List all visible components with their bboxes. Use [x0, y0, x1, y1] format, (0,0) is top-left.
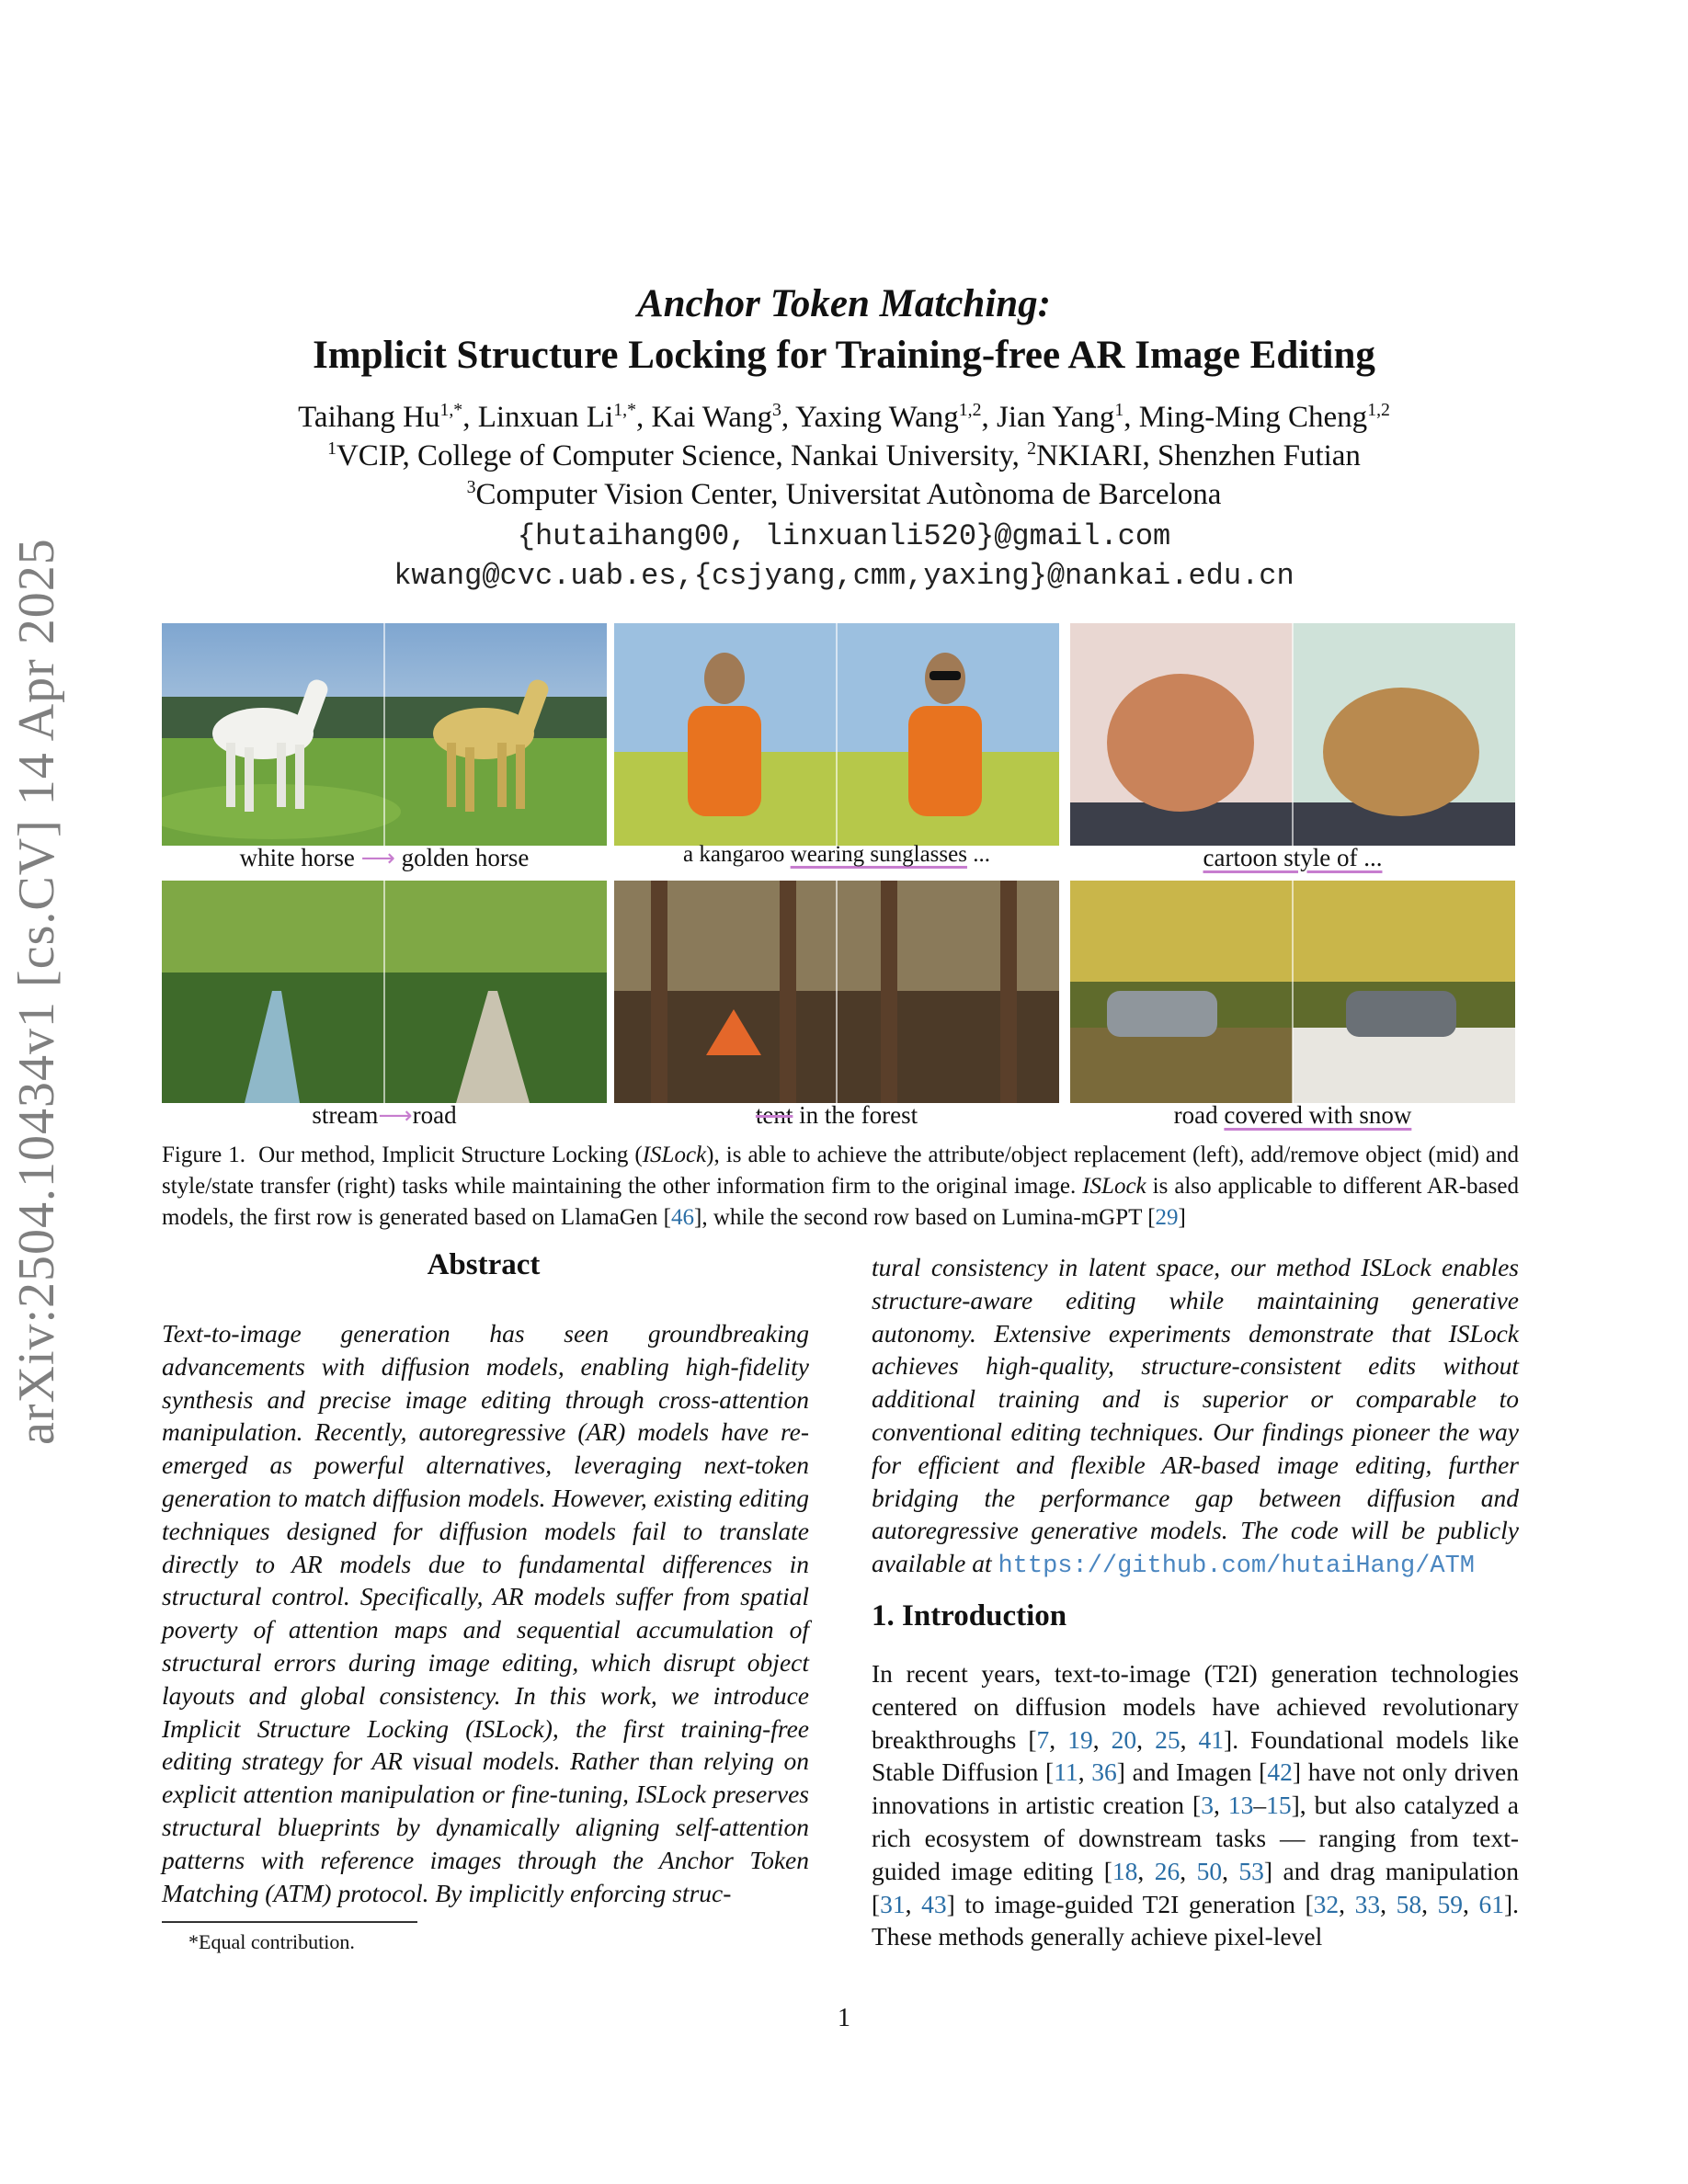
citation-link[interactable]: 58: [1396, 1889, 1422, 1918]
citation-link[interactable]: 31: [880, 1889, 906, 1918]
citation-link[interactable]: 61: [1478, 1889, 1504, 1918]
citation-link[interactable]: 11: [1054, 1757, 1078, 1787]
code-link[interactable]: https://github.com/hutaiHang/ATM: [998, 1553, 1475, 1581]
citation-link[interactable]: 19: [1067, 1724, 1093, 1754]
author-list: Taihang $Hu^{1,*}$, Linxuan $Li^{1,*}$, Kai Wang$^3$, Yaxing Wang$^{1,2}$, Jian Yang$^1$, Ming-Ming Cheng$^{1,2}$: [298, 400, 1390, 434]
citation-link[interactable]: 25: [1155, 1724, 1180, 1754]
car-original: [1107, 991, 1217, 1037]
citation-link[interactable]: 41: [1198, 1724, 1225, 1754]
caption-cat: cartoon style of ...: [1203, 844, 1383, 871]
footnote-rule: [162, 1921, 417, 1923]
cat-cartoon: [1323, 688, 1479, 816]
citation-link[interactable]: 13: [1227, 1791, 1254, 1820]
figure-caption: Figure 1. Our method, Implicit Structure Locking (ISLock), is able to achieve the attribute/object replacement (left), add/remove object (mid) and style/state transfer (right) tasks while maintaining the other information firm to the original image. ISLock is also applicable to different AR-based models, the first row is generated based on LlamaGen [46], while the second row based on Lumina-mGPT [29]: [162, 1143, 1520, 1230]
citation-link[interactable]: 3: [1201, 1791, 1214, 1820]
car-snow: [1346, 991, 1456, 1037]
caption-horse: white horse ⟶ golden horse: [239, 844, 530, 872]
citation-link[interactable]: 7: [1036, 1724, 1050, 1754]
paper-title-line2: Implicit Structure Locking for Training-free AR Image Editing: [313, 334, 1375, 377]
citation-link[interactable]: 32: [1313, 1889, 1340, 1918]
page-number: 1: [838, 2004, 850, 2032]
caption-forest: tent in the forest: [755, 1101, 918, 1129]
cat-photo: [1107, 674, 1254, 812]
abstract-text-left: Text-to-image generation has seen groundbreaking advancements with diffusion models, enabling high-fidelity synthesis and precise image editing through cross-attention manipulation. Recently, autoregressive (AR) models have re-emerged as powerful alternatives, leveraging next-token generation to match diffusion models. However, existing editing techniques designed for diffusion models fail to translate directly to AR models due to fundamental differences in structural control. Specifically, AR models suffer from spatial poverty of attention maps and sequential accumulation of structural errors during image editing, which disrupt object layouts and global consistency. In this work, we introduce Implicit Structure Locking (ISLock), the first training-free editing strategy for AR visual models. Rather than relying on explicit attention manipulation or fine-tuning, ISLock preserves structural blueprints by dynamically aligning self-attention patterns with reference images through the Anchor Token Matching (ATM) protocol. By implicitly enforcing struc-: [162, 1319, 809, 1907]
citation-link[interactable]: 50: [1196, 1856, 1223, 1885]
abstract-text-right: tural consistency in latent space, our method ISLock enables structure-aware editing while maintaining generative autonomy. Extensive experiments demonstrate that ISLock achieves high-quality, structure-consistent edits without additional training and is superior or comparable to conventional editing techniques. Our findings pioneer the way for efficient and flexible AR-based image editing, further bridging the performance gap between diffusion and autoregressive generative models. The code will be publicly available at https://github.com/hutaiHang/ATM: [872, 1253, 1519, 1581]
affiliation-line2: $^3$Computer Vision Center, Universitat Autònoma de Barcelona: [466, 477, 1222, 511]
arxiv-stamp: arXiv:2504.10434v1 [cs.CV] 14 Apr 2025: [8, 538, 65, 1445]
email-line1: {hutaihang00, linxuanli520}@gmail.com: [517, 519, 1171, 553]
paper-title-line1: Anchor Token Matching:: [636, 282, 1051, 325]
introduction-text: In recent years, text-to-image (T2I) generation technologies centered on diffusion models have achieved revolutionary breakthroughs [7, 19, 20, 25, 41]. Foundational models like Stable Diffusion [11, 36] and Imagen [42] have not only driven innovations in artistic creation [3, 13–15], but also catalyzed a rich ecosystem of downstream tasks — ranging from text-guided image editing [18, 26, 50, 53] and drag manipulation [31, 43] to image-guided T2I generation [32, 33, 58, 59, 61]. These methods generally achieve pixel-level: [872, 1659, 1520, 1951]
citation-link[interactable]: 15: [1266, 1791, 1292, 1820]
citation-link[interactable]: 53: [1238, 1856, 1264, 1885]
caption-stream: stream⟶road: [312, 1101, 457, 1130]
figure-image-kangaroo: [614, 623, 1059, 846]
citation-link[interactable]: 36: [1091, 1757, 1117, 1787]
caption-car: road covered with snow: [1173, 1101, 1412, 1129]
citation-link[interactable]: 42: [1267, 1757, 1293, 1787]
citation-link[interactable]: 43: [921, 1889, 947, 1918]
figure-image-car: [1070, 881, 1515, 1103]
figure-image-stream: [162, 881, 607, 1103]
footnote: *Equal contribution.: [188, 1930, 355, 1953]
citation-link[interactable]: 46: [671, 1205, 694, 1230]
citation-link[interactable]: 33: [1354, 1889, 1381, 1918]
figure-image-cat: [1070, 623, 1515, 846]
abstract-heading: Abstract: [427, 1248, 541, 1281]
affiliation-line1: $^1$VCIP, College of Computer Science, Nankai University, $^2$NKIARI, Shenzhen Futian: [327, 438, 1361, 472]
caption-kangaroo: a kangaroo wearing sunglasses ...: [683, 842, 990, 867]
citation-link[interactable]: 18: [1112, 1856, 1138, 1885]
figure-image-forest: [614, 881, 1059, 1103]
figure-image-horse: [162, 623, 607, 846]
citation-link[interactable]: 20: [1111, 1724, 1137, 1754]
citation-link[interactable]: 26: [1154, 1856, 1180, 1885]
citation-link[interactable]: 29: [1155, 1205, 1179, 1230]
email-line2: kwang@cvc.uab.es,{csjyang,cmm,yaxing}@nankai.edu.cn: [393, 559, 1295, 593]
section-heading-introduction: 1. Introduction: [872, 1599, 1067, 1632]
citation-link[interactable]: 59: [1437, 1889, 1464, 1918]
